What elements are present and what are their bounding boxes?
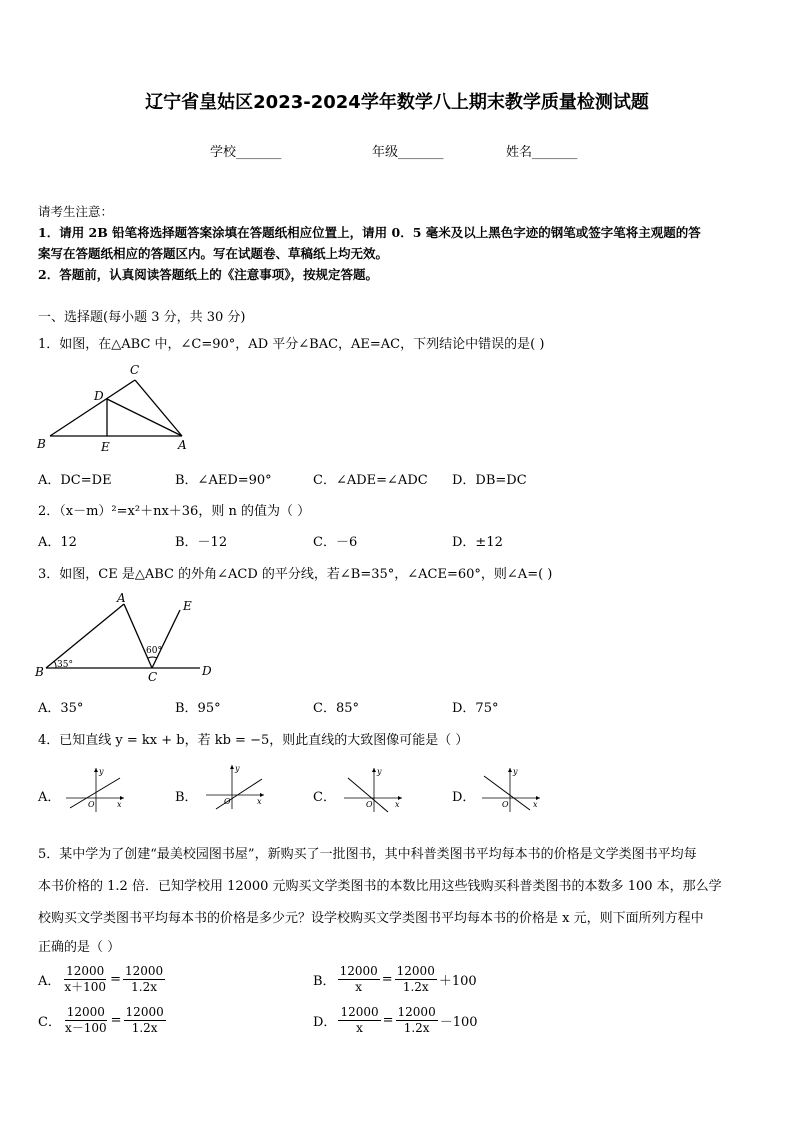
q3-triangle-figure bbox=[30, 588, 220, 683]
q3-label-d: D bbox=[202, 664, 212, 678]
q3-angle-c-arc bbox=[148, 657, 157, 658]
svg-text:y: y bbox=[513, 767, 518, 776]
svg-text:x: x bbox=[257, 797, 262, 806]
svg-text:O: O bbox=[366, 800, 373, 809]
q3-option-a[interactable]: A．35° bbox=[38, 701, 84, 716]
notice-heading: 请考生注意： bbox=[38, 204, 114, 219]
q1-label-b: B bbox=[37, 437, 46, 451]
svg-text:x: x bbox=[395, 800, 400, 809]
q2-option-a[interactable]: A．12 bbox=[38, 535, 77, 550]
q5-option-d[interactable]: D． $\frac{12000}{x}$ = $\frac{12000}{1.2x}$ －100 bbox=[313, 1005, 478, 1035]
q5-c-frac1: $\frac{12000}{x-100}$ bbox=[64, 1005, 107, 1035]
q5-d-frac2: $\frac{12000}{1.2x}$ bbox=[397, 1005, 436, 1035]
q5-a-frac2: $\frac{12000}{1.2x}$ bbox=[124, 964, 164, 994]
q3-line-ba bbox=[46, 604, 124, 668]
q3-option-d[interactable]: D．75° bbox=[452, 701, 499, 716]
notice-item1-line2: 案写在答题纸相应的答题区内。写在试题卷、草稿纸上均无效。 bbox=[38, 246, 389, 261]
q4-b-line bbox=[216, 779, 262, 809]
section1-heading: 一、选择题(每小题 3 分，共 30 分) bbox=[38, 310, 246, 325]
q5-b-frac1: $\frac{12000}{x}$ bbox=[339, 964, 378, 994]
grade-field: 年级_______ bbox=[372, 145, 444, 160]
q4-option-c-graph[interactable] bbox=[340, 764, 406, 814]
q3-option-c[interactable]: C．85° bbox=[313, 701, 359, 716]
q3-line-ac bbox=[124, 604, 152, 668]
q4-option-a-graph[interactable] bbox=[62, 764, 128, 814]
q2-option-d[interactable]: D．±12 bbox=[452, 535, 503, 550]
q4-option-b-label[interactable]: B． bbox=[175, 790, 198, 805]
q3-label-b: B bbox=[35, 665, 44, 679]
q5-a-frac1: $\frac{12000}{x+100}$ bbox=[64, 964, 107, 994]
svg-text:x: x bbox=[117, 800, 122, 809]
q3-stem: 3．如图，CE 是△ABC 的外角∠ACD 的平分线，若∠B=35°，∠ACE=60°，则∠A=( ) bbox=[38, 567, 553, 582]
q3-line-ce bbox=[152, 610, 180, 668]
q2-option-b[interactable]: B．－12 bbox=[175, 535, 228, 550]
q1-line-ca bbox=[135, 380, 182, 436]
q1-label-a: A bbox=[178, 438, 187, 452]
q1-stem: 1．如图，在△ABC 中，∠C=90°，AD 平分∠BAC，AE=AC，下列结论中错误的是( ) bbox=[38, 337, 545, 352]
q5-line2: 本书价格的 1.2 倍．已知学校用 12000 元购买文学类图书的本数比用这些钱购买科普类图书的本数多 100 本，那么学 bbox=[38, 879, 722, 894]
q5-option-a[interactable]: A． $\frac{12000}{x+100}$ = $\frac{12000}{1.2x}$ bbox=[38, 964, 164, 994]
q1-option-d[interactable]: D．DB=DC bbox=[452, 473, 527, 488]
q4-option-d-label[interactable]: D． bbox=[452, 790, 476, 805]
q1-option-c[interactable]: C．∠ADE=∠ADC bbox=[313, 473, 428, 488]
q5-option-c[interactable]: C． $\frac{12000}{x-100}$ = $\frac{12000}{1.2x}$ bbox=[38, 1005, 164, 1035]
svg-text:O: O bbox=[224, 797, 231, 806]
q1-line-ad bbox=[107, 399, 182, 436]
q5-line4: 正确的是（ ） bbox=[38, 940, 121, 955]
q1-option-b[interactable]: B．∠AED=90° bbox=[175, 473, 272, 488]
q1-triangle-figure bbox=[34, 360, 204, 455]
name-field: 姓名_______ bbox=[506, 145, 578, 160]
svg-text:y: y bbox=[377, 767, 382, 776]
school-field: 学校_______ bbox=[210, 145, 282, 160]
q5-option-b[interactable]: B． $\frac{12000}{x}$ = $\frac{12000}{1.2x}$ ＋100 bbox=[313, 964, 477, 994]
q3-angle-b-label: 35° bbox=[57, 660, 73, 670]
svg-text:O: O bbox=[88, 800, 95, 809]
q3-option-b[interactable]: B．95° bbox=[175, 701, 221, 716]
q5-line1: 5．某中学为了创建“最美校园图书屋”，新购买了一批图书，其中科普类图书平均每本书的价格是文学类图书平均每 bbox=[38, 847, 697, 862]
q4-option-a-label[interactable]: A． bbox=[38, 790, 61, 805]
q4-option-b-graph[interactable] bbox=[202, 761, 268, 811]
q1-label-e: E bbox=[101, 440, 110, 454]
q5-c-frac2: $\frac{12000}{1.2x}$ bbox=[125, 1005, 164, 1035]
svg-text:y: y bbox=[99, 767, 104, 776]
q3-label-c: C bbox=[148, 670, 158, 683]
q4-option-d-graph[interactable] bbox=[478, 764, 544, 814]
q1-label-d: D bbox=[94, 389, 104, 403]
q4-stem: 4．已知直线 y = kx + b，若 kb = −5，则此直线的大致图像可能是（ ） bbox=[38, 733, 469, 748]
q1-label-c: C bbox=[130, 363, 140, 377]
notice-item1-line1: 1．请用 2B 铅笔将选择题答案涂填在答题纸相应位置上，请用 0．5 毫米及以上黑色字迹的钢笔或签字笔将主观题的答 bbox=[38, 225, 701, 240]
page-title: 辽宁省皇姑区2023-2024学年数学八上期末教学质量检测试题 bbox=[145, 92, 649, 113]
q3-label-a: A bbox=[117, 591, 126, 605]
q1-line-bc bbox=[50, 380, 135, 436]
notice-item2: 2．答题前，认真阅读答题纸上的《注意事项》，按规定答题。 bbox=[38, 267, 378, 282]
svg-text:y: y bbox=[235, 764, 240, 773]
q3-angle-c-label: 60° bbox=[146, 646, 162, 656]
q4-a-line bbox=[70, 778, 120, 808]
q5-b-frac2: $\frac{12000}{1.2x}$ bbox=[396, 964, 435, 994]
q4-option-c-label[interactable]: C． bbox=[313, 790, 336, 805]
svg-text:x: x bbox=[533, 800, 538, 809]
q2-stem: 2．（x－m）²=x²＋nx＋36，则 n 的值为（ ） bbox=[38, 504, 311, 519]
q5-d-frac1: $\frac{12000}{x}$ bbox=[340, 1005, 379, 1035]
q1-option-a[interactable]: A．DC=DE bbox=[38, 473, 112, 488]
q2-option-c[interactable]: C．－6 bbox=[313, 535, 358, 550]
q5-line3: 校购买文学类图书平均每本书的价格是多少元？设学校购买文学类图书平均每本书的价格是 x 元，则下面所列方程中 bbox=[38, 911, 704, 926]
q3-angle-b-arc bbox=[54, 661, 56, 668]
svg-text:O: O bbox=[502, 800, 509, 809]
q3-label-e: E bbox=[183, 599, 192, 613]
